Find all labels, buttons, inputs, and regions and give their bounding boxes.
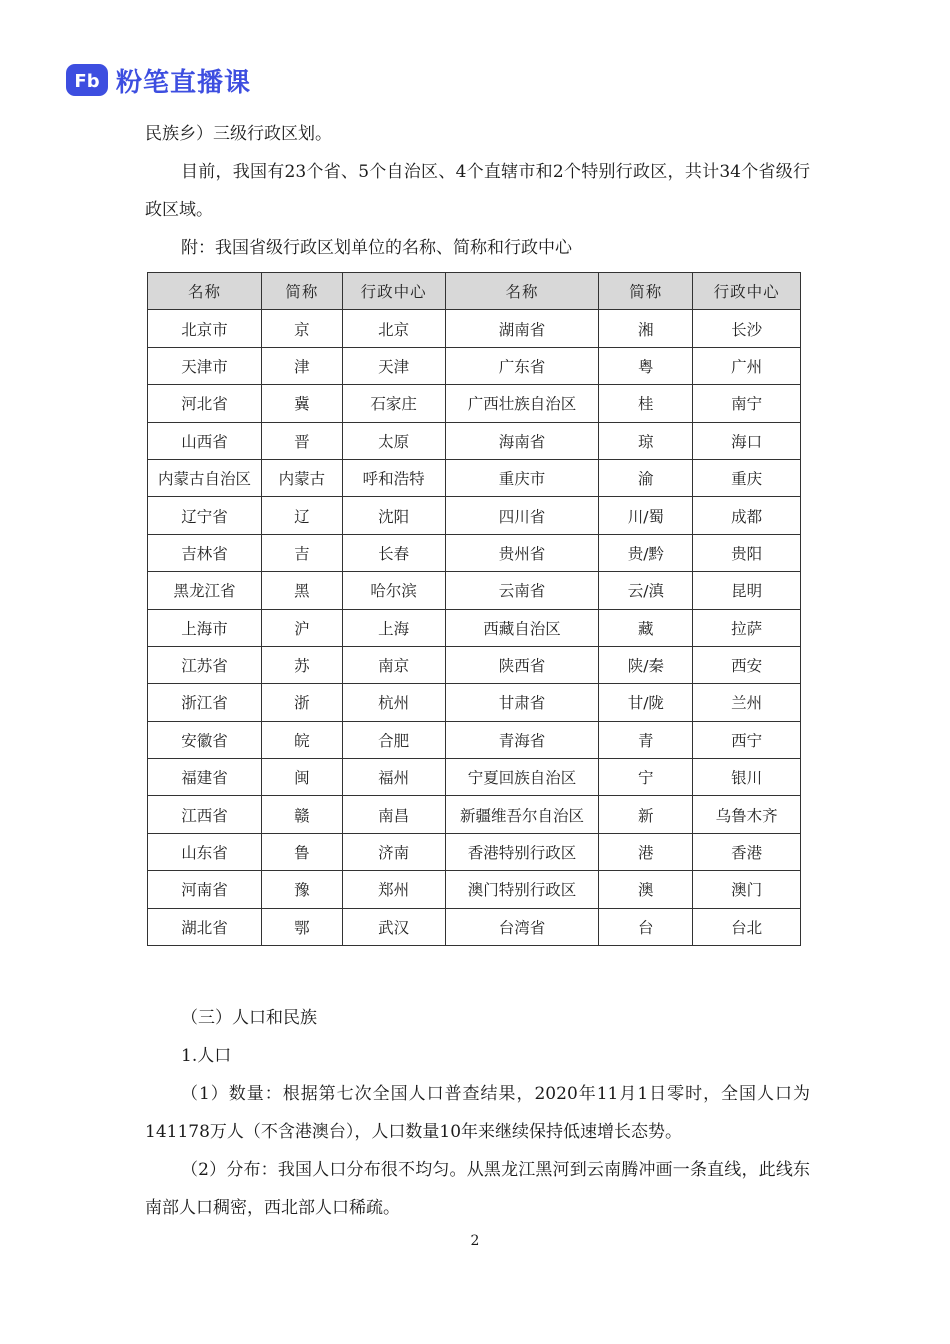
table-cell: 香港: [693, 833, 801, 870]
header-name: 名称: [148, 273, 262, 310]
table-cell: 浙江省: [148, 684, 262, 721]
paragraph-population-distribution: （2）分布：我国人口分布很不均匀。从黑龙江黑河到云南腾冲画一条直线，此线东南部人口稠密，西北部人口稀疏。: [145, 1160, 810, 1218]
table-cell: 吉: [261, 534, 342, 571]
table-row: [148, 385, 801, 422]
table-cell: 甘肃省: [445, 684, 599, 721]
table-cell: 江西省: [148, 796, 262, 833]
table-row: [148, 310, 801, 347]
table-cell: 海口: [693, 422, 801, 459]
table-cell: 海南省: [445, 422, 599, 459]
table-cell: 晋: [261, 422, 342, 459]
table-cell: 青: [599, 721, 693, 758]
brand-logo: [66, 60, 251, 100]
table-row: [148, 721, 801, 758]
table-cell: 云/滇: [599, 572, 693, 609]
table-cell: 西藏自治区: [445, 609, 599, 646]
table-cell: 昆明: [693, 572, 801, 609]
table-cell: 天津市: [148, 347, 262, 384]
table-cell: 陕/秦: [599, 646, 693, 683]
table-row: [148, 796, 801, 833]
table-row: [148, 871, 801, 908]
table-row: [148, 422, 801, 459]
table-cell: 澳: [599, 871, 693, 908]
table-cell: 重庆: [693, 459, 801, 496]
paragraph-population-quantity: （1）数量：根据第七次全国人口普查结果，2020年11月1日零时，全国人口为141178万人（不含港澳台），人口数量10年来继续保持低速增长态势。: [145, 1084, 810, 1142]
table-cell: 兰州: [693, 684, 801, 721]
table-row: [148, 347, 801, 384]
table-cell: 浙: [261, 684, 342, 721]
table-row: [148, 609, 801, 646]
table-cell: 成都: [693, 497, 801, 534]
table-cell: 沈阳: [342, 497, 445, 534]
table-cell: 贵州省: [445, 534, 599, 571]
province-table: [147, 272, 801, 946]
table-cell: 西宁: [693, 721, 801, 758]
table-cell: 渝: [599, 459, 693, 496]
table-row: [148, 572, 801, 609]
table-header-row: [148, 273, 801, 310]
table-cell: 贵阳: [693, 534, 801, 571]
table-cell: 冀: [261, 385, 342, 422]
table-cell: 贵/黔: [599, 534, 693, 571]
table-cell: 西安: [693, 646, 801, 683]
table-cell: 合肥: [342, 721, 445, 758]
table-cell: 粤: [599, 347, 693, 384]
table-cell: 长春: [342, 534, 445, 571]
table-cell: 桂: [599, 385, 693, 422]
table-cell: 长沙: [693, 310, 801, 347]
header-capital: 行政中心: [693, 273, 801, 310]
table-cell: 辽宁省: [148, 497, 262, 534]
table-cell: 南昌: [342, 796, 445, 833]
table-cell: 新: [599, 796, 693, 833]
table-cell: 郑州: [342, 871, 445, 908]
table-cell: 吉林省: [148, 534, 262, 571]
table-cell: 宁夏回族自治区: [445, 759, 599, 796]
table-cell: 河南省: [148, 871, 262, 908]
table-cell: 辽: [261, 497, 342, 534]
table-cell: 广州: [693, 347, 801, 384]
table-cell: 四川省: [445, 497, 599, 534]
table-cell: 安徽省: [148, 721, 262, 758]
paragraph-intro-tail: 民族乡）三级行政区划。: [145, 124, 332, 144]
table-cell: 哈尔滨: [342, 572, 445, 609]
table-cell: 黑: [261, 572, 342, 609]
header-name: 名称: [445, 273, 599, 310]
table-row: [148, 534, 801, 571]
table-cell: 拉萨: [693, 609, 801, 646]
table-cell: 云南省: [445, 572, 599, 609]
table-cell: 太原: [342, 422, 445, 459]
table-cell: 北京: [342, 310, 445, 347]
page-number: 2: [470, 1233, 480, 1249]
table-row: [148, 646, 801, 683]
table-cell: 宁: [599, 759, 693, 796]
table-cell: 琼: [599, 422, 693, 459]
table-cell: 广西壮族自治区: [445, 385, 599, 422]
table-cell: 鄂: [261, 908, 342, 945]
table-cell: 乌鲁木齐: [693, 796, 801, 833]
table-cell: 北京市: [148, 310, 262, 347]
table-cell: 南京: [342, 646, 445, 683]
table-cell: 内蒙古自治区: [148, 459, 262, 496]
table-cell: 苏: [261, 646, 342, 683]
table-cell: 天津: [342, 347, 445, 384]
table-cell: 台北: [693, 908, 801, 945]
table-cell: 津: [261, 347, 342, 384]
table-cell: 皖: [261, 721, 342, 758]
section-heading: （三）人口和民族: [181, 1008, 317, 1028]
brand-name: 粉笔直播课: [116, 67, 252, 98]
table-row: [148, 684, 801, 721]
table-row: [148, 459, 801, 496]
table-cell: 澳门: [693, 871, 801, 908]
header-abbr: 简称: [599, 273, 693, 310]
table-row: [148, 833, 801, 870]
table-cell: 黑龙江省: [148, 572, 262, 609]
table-cell: 沪: [261, 609, 342, 646]
table-cell: 澳门特别行政区: [445, 871, 599, 908]
table-cell: 台: [599, 908, 693, 945]
table-cell: 南宁: [693, 385, 801, 422]
table-cell: 甘/陇: [599, 684, 693, 721]
table-cell: 台湾省: [445, 908, 599, 945]
table-cell: 香港特别行政区: [445, 833, 599, 870]
table-cell: 豫: [261, 871, 342, 908]
table-cell: 重庆市: [445, 459, 599, 496]
table-cell: 江苏省: [148, 646, 262, 683]
table-body: [148, 310, 801, 946]
paragraph-table-caption: 附：我国省级行政区划单位的名称、简称和行政中心: [181, 238, 572, 258]
table-cell: 内蒙古: [261, 459, 342, 496]
table-cell: 石家庄: [342, 385, 445, 422]
table-cell: 鲁: [261, 833, 342, 870]
table-cell: 新疆维吾尔自治区: [445, 796, 599, 833]
table-cell: 港: [599, 833, 693, 870]
header-abbr: 简称: [261, 273, 342, 310]
table-cell: 福建省: [148, 759, 262, 796]
table-row: [148, 497, 801, 534]
table-cell: 武汉: [342, 908, 445, 945]
table-cell: 川/蜀: [599, 497, 693, 534]
table-cell: 湖北省: [148, 908, 262, 945]
header-capital: 行政中心: [342, 273, 445, 310]
table-cell: 银川: [693, 759, 801, 796]
table-cell: 京: [261, 310, 342, 347]
table-cell: 藏: [599, 609, 693, 646]
table-cell: 赣: [261, 796, 342, 833]
table-cell: 呼和浩特: [342, 459, 445, 496]
table-cell: 闽: [261, 759, 342, 796]
table-cell: 湘: [599, 310, 693, 347]
table-cell: 山东省: [148, 833, 262, 870]
table-cell: 陕西省: [445, 646, 599, 683]
subsection-heading: 1.人口: [181, 1046, 232, 1066]
table-cell: 杭州: [342, 684, 445, 721]
table-cell: 济南: [342, 833, 445, 870]
table-cell: 上海市: [148, 609, 262, 646]
table-cell: 福州: [342, 759, 445, 796]
table-cell: 山西省: [148, 422, 262, 459]
table-row: [148, 759, 801, 796]
logo-mark-text: Fb: [74, 71, 100, 92]
table-cell: 青海省: [445, 721, 599, 758]
table-cell: 河北省: [148, 385, 262, 422]
table-cell: 广东省: [445, 347, 599, 384]
fb-logo-icon: [66, 64, 108, 96]
table-cell: 湖南省: [445, 310, 599, 347]
table-cell: 上海: [342, 609, 445, 646]
paragraph-province-count: 目前，我国有23个省、5个自治区、4个直辖市和2个特别行政区，共计34个省级行政区域。: [145, 162, 810, 220]
table-row: [148, 908, 801, 945]
